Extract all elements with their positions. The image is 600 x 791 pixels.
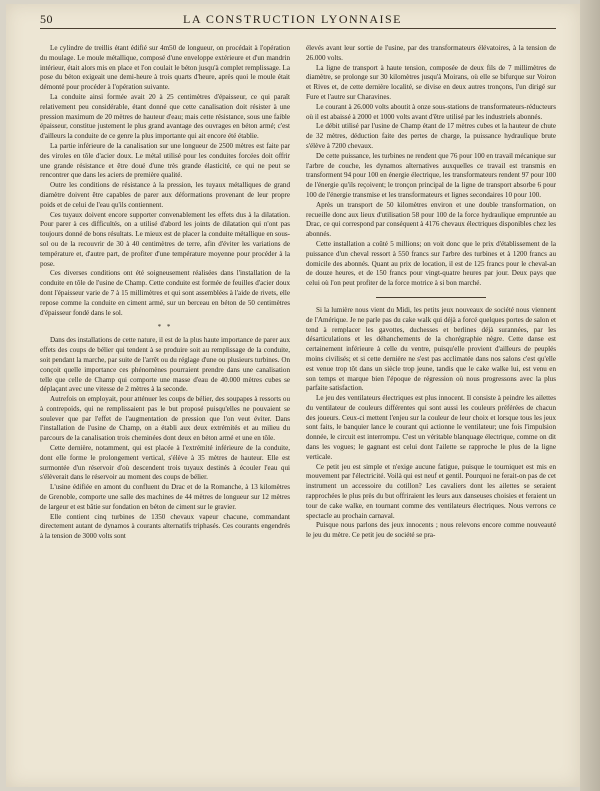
journal-page — [6, 4, 580, 787]
paragraph: Le courant à 26.000 volts aboutit à onze sous-stations de transformateurs-réducteurs où il est abaissé à 2000 et 1000 volts avant d'être utilisé par les industriels abonnés. — [306, 102, 556, 121]
paragraph: Le cylindre de treillis étant édifié sur 4m50 de longueur, on procédait à l'opération du moulage. Le moule métallique, composé d'une enveloppe extérieure et d'un mandrin intérieur, était alors mis en place et l'on coulait le béton jusqu'à complet remplissage. La pose du béton exigeait une demi-heure à trois quarts d'heure, après quoi le moule était démonté pour procéder à l'opération suivante. — [40, 44, 290, 92]
paragraph: Cette dernière, notamment, qui est placée à l'extrémité inférieure de la conduite, dont elle forme le prolongement vertical, s'élève à 35 mètres de hauteur. Elle est surmontée d'un réservoir d'où descendent trois tuyaux destinés à écouler l'eau qui s'élèverait dans le réservoir au moment des coups de bélier. — [40, 444, 290, 482]
article-columns — [40, 44, 556, 779]
paragraph: La partie inférieure de la canalisation sur une longueur de 2500 mètres est faite par des viroles en tôle d'acier doux. Le métal utilisé pour les conduites forcées doit offrir une grande résistance et être doué d'une très grande élasticité, ce qui ne peut se rencontrer que dans les aciers de première qualité. — [40, 141, 290, 180]
paragraph: La conduite ainsi formée avait 20 à 25 centimètres d'épaisseur, ce qui paraît relativement peu considérable, étant donné que cette canalisation doit résister à une pression maximum de 20 mètres de hauteur d'eau; mais cette résistance, sous une faible épaisseur, constitue justement le plus grand avantage des ouvrages en béton armé; c'est d'ailleurs la conduite de ce genre la plus importante qui ait encore été établie. — [40, 92, 290, 141]
page-number: 50 — [40, 11, 53, 26]
paragraph: L'usine édifiée en amont du confluent du Drac et de la Romanche, à 13 kilomètres de Grenoble, comporte une salle des machines de 44 mètres de longueur sur 12 mètres de largeur et est bâtie sur fondation en béton de ciment sur le gravier. — [40, 483, 290, 511]
journal-title: LA CONSTRUCTION LYONNAISE — [183, 11, 402, 26]
paragraph: Si la lumière nous vient du Midi, les petits jeux nouveaux de société nous viennent de l'Amérique. Je ne parle pas du cake walk qui déjà a forcé quelques portes de salon et tend à remplacer les gavottes, duchesses et berlines déjà surannées, par les désarticulations et les déhanchements de la chorégraphie nègre. Cette danse est certainement inférieure à celle du ventre, puisqu'elle provient d'ailleurs de peuplés moins civilisés; et si cette dernière ne s'est pas acclimatée dans nos salons c'est qu'elle est venue trop tôt dans un siècle trop jeune, tandis que le cake walke lui, est venu en son temps et marque bien l'époque de régression où nous progressons avec la plus parfaite satisfaction. — [306, 305, 556, 393]
paragraph: Puisque nous parlons des jeux innocents ; nous relevons encore comme nouveauté le jeu du mètre. Ce petit jeu de société se pra- — [306, 521, 556, 540]
paragraph: Autrefois on employait, pour atténuer les coups de bélier, des soupapes à ressorts ou à contrepoids, qui ne remplissaient pas le but proposé puisqu'elles ne pouvaient se soulever que par l'effet de l'augmentation de pression que l'on veut éviter. Dans l'installation de l'usine de Champ, on a établi aux deux extrémités et au milieu du parcours de la canalisation trois cheminées dont deux en béton armé et une en tôle. — [40, 395, 290, 443]
paragraph: Cette installation a coûté 5 millions; on voit donc que le prix d'établissement de la puissance d'un cheval ressort à 550 francs sur l'arbre des turbines et à 1200 francs au domicile des abonnés. Quant au prix de location, il est de 125 francs pour le cheval-an de douze heures, et de 150 francs pour vingt-quatre heures par jour. Deux pays que celui où l'on peut profiter de la force motrice à si bon marché. — [306, 239, 556, 288]
paragraph: De cette puissance, les turbines ne rendent que 76 pour 100 en travail mécanique sur l'arbre de couche, les dynamos alternatives auxquelles ce travail est transmis en transforment 94 pour 100 en énergie électrique, les transformateurs rendent 97 pour 100 de l'énergie qu'ils reçoivent; le tronçon principal de la ligne de transport absorbe 6 pour 100 de l'énergie transmise et les transformateurs et lignes secondaires 10 pour 100. — [306, 151, 556, 199]
paragraph: élevés avant leur sortie de l'usine, par des transformateurs élévatoires, à la tension de 26.000 volts. — [306, 44, 556, 62]
page-header — [40, 10, 556, 29]
paragraph: Ces tuyaux doivent encore supporter convenablement les effets dus à la dilatation. Pour parer à ces difficultés, on a utilisé d'abord les joints de dilatation qui n'ont pas toujours donné de bons résultats. Le mieux est de placer la conduite métallique en sous-sol ou de la recouvrir de 30 à 40 centimètres de terre, afin d'éviter les variations de température et, d'autre part, de profiter d'une température moyenne pour procéder à la pose. — [40, 210, 290, 268]
paragraph: Ces diverses conditions ont été soigneusement réalisées dans l'installation de la conduite en tôle de l'usine de Champ. Cette conduite est formée de feuilles d'acier doux dont l'épaisseur varie de 7 à 15 millimètres et qui sont assemblées à l'aide de rivets, elle repose comme la conduite en ciment armé, sur un berceau en béton de 50 centimètres d'épaisseur fondé dans le sol. — [40, 269, 290, 317]
section-separator: * * — [157, 323, 173, 332]
paragraph: Après un transport de 50 kilomètres environ et une double transformation, on recueille donc aux lieux d'utilisation 58 pour 100 de la force hydraulique empruntée au Drac, ce qui correspond par conséquent à 4176 chevaux électriques disponibles chez les abonnés. — [306, 200, 556, 239]
left-column — [40, 44, 290, 779]
paragraph: Elle contient cinq turbines de 1350 chevaux vapeur chacune, commandant directement autant de dynamos à courants alternatifs triphasés. Ces courants engendrés à la tension de 3000 volts sont — [40, 512, 290, 541]
paragraph: Outre les conditions de résistance à la pression, les tuyaux métalliques de grand diamètre doivent être capables de parer aux déformations provenant de leur propre poids et de celui de l'eau qu'ils contiennent. — [40, 181, 290, 209]
paragraph: Le jeu des ventilateurs électriques est plus innocent. Il consiste à peindre les ailettes du ventilateur de couleurs différentes qui sont aussi les couleurs préférées de chacun des joueurs. Ceux-ci mettent l'enjeu sur la couleur de leur choix et lorsque tous les jeux sont faits, le banquier lance le courant qui actionne le ventilateur; une fois l'impulsion donnée, le circuit est interrompu. C'est un véritable blanquage électrique, comme on dit dans les vogues; le gagnant est celui dont l'ailette se rapproche le plus de la ligne verticale. — [306, 394, 556, 461]
section-divider — [376, 297, 486, 298]
right-column — [306, 44, 556, 779]
paragraph: Le débit utilisé par l'usine de Champ étant de 17 mètres cubes et la hauteur de chute de 32 mètres, déduction faite des pertes de charge, la puissance hydraulique brute s'élève à 7200 chevaux. — [306, 122, 556, 150]
paragraph: Dans des installations de cette nature, il est de la plus haute importance de parer aux effets des coups de bélier qui tendent à se produire soit au remplissage de la conduite, soit pendant la marche, par suite de l'arrêt ou du réglage d'une ou plusieurs turbines. On conçoit quelle importance ces phénomènes pourraient prendre dans une canalisation telle que celle de Champ qui comporte une masse d'eau de 40.000 mètres cubes se déplaçant avec une vitesse de 2 mètres à la seconde. — [40, 336, 290, 394]
page-binding-edge — [580, 0, 600, 791]
paragraph: La ligne de transport à haute tension, composée de deux fils de 7 millimètres de diamètre, se prolonge sur 30 kilomètres jusqu'à Moirans, où elle se bifurque sur Voiron et Rives et, de cette dernière localité, se divise en deux autres tronçons, l'un dirigé sur Fure et l'autre sur Charavines. — [306, 63, 556, 101]
paragraph: Ce petit jeu est simple et n'exige aucune fatigue, puisque le tourniquet est mis en mouvement par l'électricité. Voilà qui est neuf et gentil. Pourquoi ne ferait-on pas de cet instrument un accessoire du cotillon? Les cavaliers dont les ailettes se seraient rapprochées le plus près du but offriraient les leurs aux danseuses choisies et feraient un tour de cake walke, en tournant comme des ventilateurs électriques. Nous verrons ce spectacle au prochain carnaval. — [306, 462, 556, 520]
